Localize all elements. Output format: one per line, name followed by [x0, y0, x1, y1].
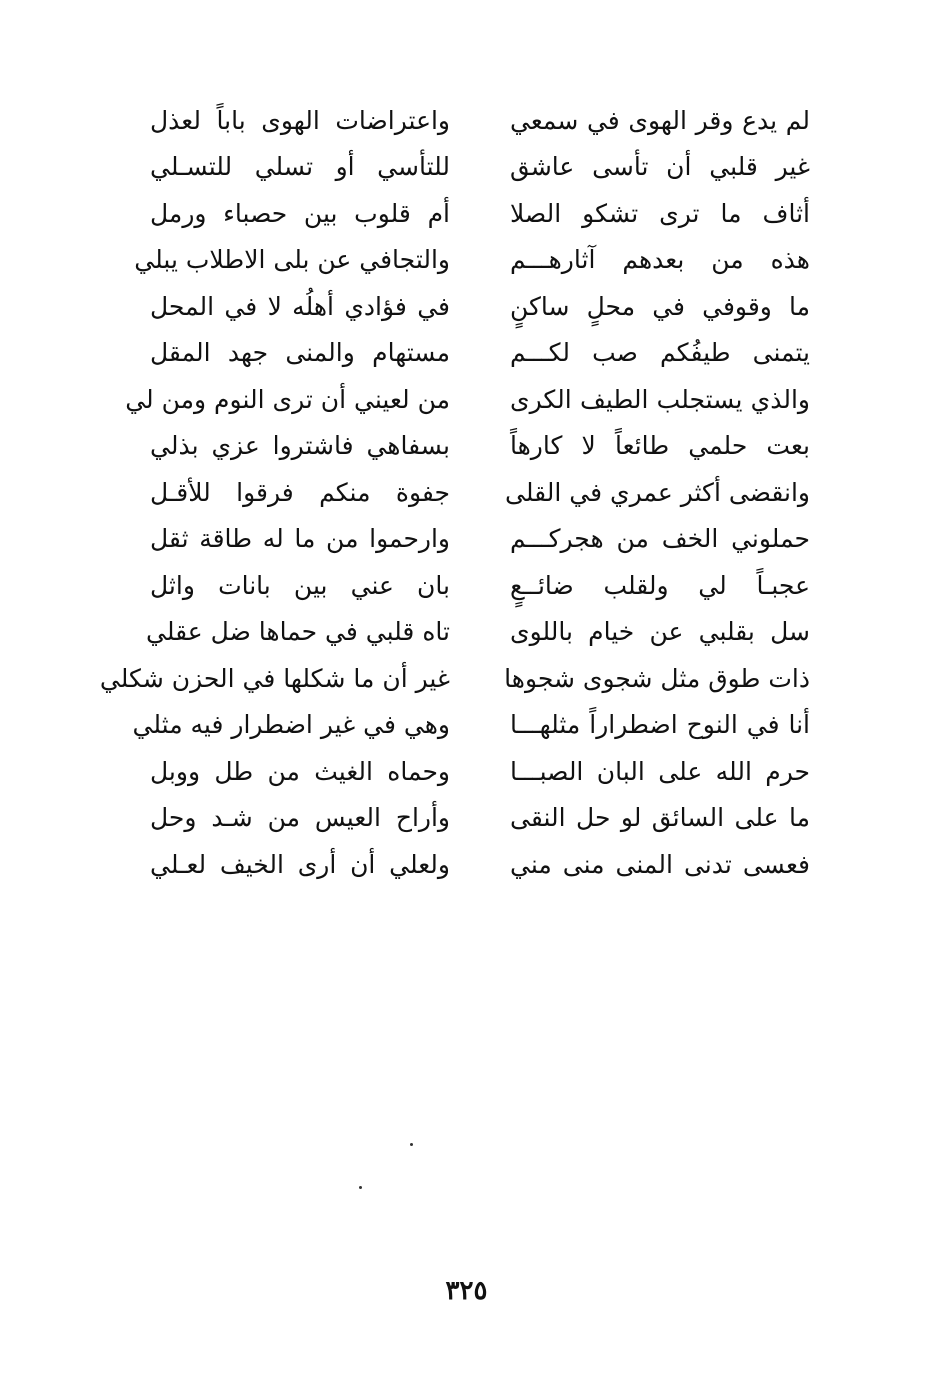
scan-speck: [410, 1143, 413, 1146]
verse-first-hemistich: فعسى تدنى المنى منى مني: [510, 849, 810, 879]
verse-second-hemistich: والتجافي عن بلى الاطلاب يبلي: [134, 245, 450, 275]
verse-first-hemistich: عجبـاً لي ولقلب ضائــعٍ: [510, 570, 810, 600]
poem: [99, 97, 810, 888]
verse-line: [150, 795, 810, 842]
verse-line: [150, 330, 810, 377]
verse-first-hemistich: ما على السائق لو حل النقى: [510, 803, 810, 833]
verse-first-hemistich: وانقضى أكثر عمري في القلى: [505, 477, 810, 507]
verse-line: [150, 423, 810, 470]
verse-first-hemistich: ذات طوق مثل شجوى شجوها: [504, 663, 810, 693]
page-number: ٣٢٥: [445, 1276, 488, 1306]
verse-line: [132, 702, 810, 749]
verse-line: [150, 190, 810, 237]
verse-second-hemistich: للتأسي أو تسلي للتسـلي: [150, 152, 450, 182]
verse-line: [150, 283, 810, 330]
verse-line: [150, 144, 810, 191]
verse-second-hemistich: جفوة منكم فرقوا للأقـل: [150, 477, 450, 507]
scan-speck: [359, 1186, 362, 1189]
verse-first-hemistich: أنا في النوح اضطراراً مثلهـــا: [510, 710, 810, 740]
verse-line: [150, 562, 810, 609]
verse-line: [150, 516, 810, 563]
verse-line: [125, 376, 810, 423]
verse-second-hemistich: وأراح العيس من شـد وحل: [150, 803, 450, 833]
verse-second-hemistich: من لعيني أن ترى النوم ومن لي: [125, 384, 450, 414]
verse-second-hemistich: وهي في غير اضطرار فيه مثلي: [132, 710, 450, 740]
verse-second-hemistich: ولعلي أن أرى الخيف لعـلي: [150, 849, 450, 879]
verse-second-hemistich: واعتراضات الهوى باباً لعذل: [150, 105, 450, 135]
verse-line: [150, 748, 810, 795]
verse-second-hemistich: وحماه الغيث من طل ووبل: [150, 756, 450, 786]
verse-line: [146, 609, 810, 656]
verse-second-hemistich: في فؤادي أهلُه لا في المحل: [150, 291, 450, 321]
verse-second-hemistich: غير أن ما شكلها في الحزن شكلي: [99, 663, 450, 693]
verse-second-hemistich: بسفاهي فاشتروا عزي بذلي: [150, 431, 450, 461]
verse-second-hemistich: وارحموا من ما له طاقة ثقل: [150, 524, 450, 554]
verse-second-hemistich: تاه قلبي في حماها ضل عقلي: [146, 617, 450, 647]
verse-second-hemistich: بان عني بين بانات واثل: [150, 570, 450, 600]
verse-first-hemistich: والذي يستجلب الطيف الكرى: [510, 384, 810, 414]
verse-first-hemistich: بعت حلمي طائعاً لا كارهاً: [510, 431, 810, 461]
verse-line: [150, 469, 810, 516]
verse-second-hemistich: أم قلوب بين حصباء ورمل: [150, 198, 450, 228]
verse-first-hemistich: لم يدع وقر الهوى في سمعي: [510, 105, 810, 135]
verse-first-hemistich: غير قلبي أن تأسى عاشق: [510, 152, 810, 182]
verse-line: [134, 237, 810, 284]
verse-first-hemistich: يتمنى طيفُكم صب لكـــم: [510, 338, 810, 368]
verse-first-hemistich: حرم الله على البان الصبـــا: [510, 756, 810, 786]
verse-first-hemistich: هذه من بعدهم آثارهـــم: [510, 245, 810, 275]
verse-first-hemistich: ما وقوفي في محلٍ ساكنٍ: [510, 291, 810, 321]
verse-second-hemistich: مستهام والمنى جهد المقل: [150, 338, 450, 368]
verse-line: [99, 655, 810, 702]
verse-first-hemistich: أثاف ما ترى تشكو الصلا: [510, 198, 810, 228]
verse-line: [150, 841, 810, 888]
verse-first-hemistich: سل بقلبي عن خيام باللوى: [510, 617, 810, 647]
verse-line: [150, 97, 810, 144]
verse-first-hemistich: حملوني الخف من هجركـــم: [510, 524, 810, 554]
